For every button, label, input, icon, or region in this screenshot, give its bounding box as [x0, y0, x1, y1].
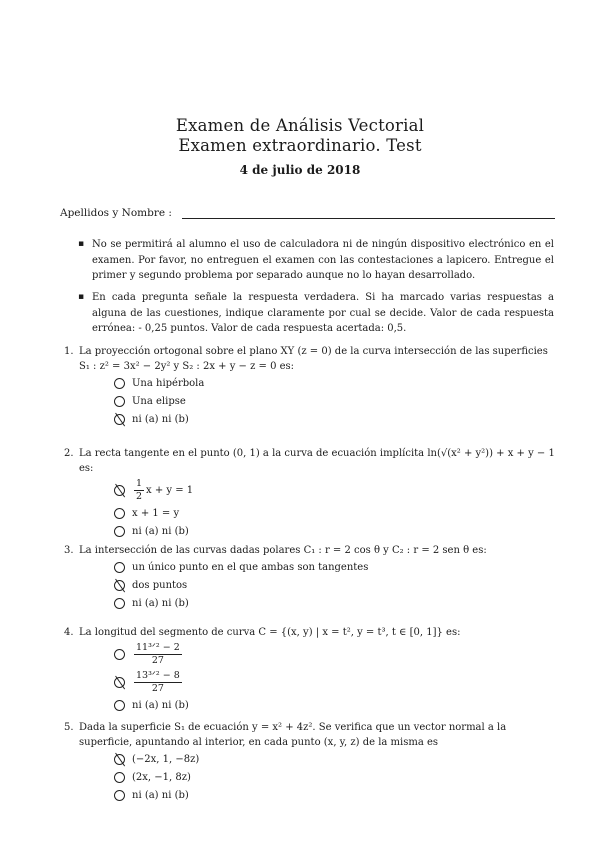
question-text: La longitud del segmento de curva C = {(x, y) | x = t², y = t³, t ∈ [0, 1]} es: — [79, 627, 461, 638]
option-label: ni (a) ni (b) — [132, 789, 189, 801]
option[interactable] — [114, 558, 368, 576]
question-text: La intersección de las curvas dadas polares C₁ : r = 2 cos θ y C₂ : r = 2 sen θ es: — [79, 545, 487, 556]
radio-button[interactable] — [114, 649, 125, 660]
option[interactable] — [114, 410, 204, 428]
question — [64, 344, 556, 425]
option[interactable] — [114, 750, 199, 768]
question-number: 1. — [64, 346, 74, 357]
radio-button-checked[interactable] — [114, 485, 125, 496]
option-label: un único punto en el que ambas son tangentes — [132, 561, 369, 573]
fraction — [134, 478, 144, 503]
option-list — [114, 750, 199, 804]
option-label: Una elipse — [132, 395, 186, 407]
radio-button-checked[interactable] — [114, 677, 125, 688]
question-text: La proyección ortogonal sobre el plano XY (z = 0) de la curva intersección de las superficies S₁ : z² = 3x² − 2y² y S₂ : 2x + y − z = 0 es: — [79, 346, 548, 372]
option-label: (−2x, 1, −8z) — [132, 753, 200, 765]
exam-date: 4 de julio de 2018 — [239, 163, 361, 177]
option[interactable] — [114, 786, 199, 804]
option[interactable] — [114, 696, 189, 714]
option-label: ni (a) ni (b) — [132, 525, 189, 537]
fraction-denominator: 27 — [151, 654, 164, 666]
name-label: Apellidos y Nombre : — [60, 207, 172, 219]
radio-button-checked[interactable] — [114, 580, 125, 591]
radio-button[interactable] — [114, 562, 125, 573]
radio-button-checked[interactable] — [114, 414, 125, 425]
radio-button[interactable] — [114, 378, 125, 389]
option-label: dos puntos — [132, 579, 188, 591]
fraction-denominator: 2 — [136, 490, 143, 502]
question-number: 5. — [64, 722, 74, 733]
option[interactable] — [114, 594, 368, 612]
option-label: ni (a) ni (b) — [132, 413, 189, 425]
option-label: Una hipérbola — [132, 377, 205, 389]
fraction-numerator: 11³ᐟ² − 2 — [136, 641, 180, 653]
name-field[interactable] — [182, 208, 555, 219]
fraction-numerator: 1 — [136, 477, 143, 489]
option-label: ni (a) ni (b) — [132, 597, 189, 609]
question-number: 4. — [64, 627, 74, 638]
question-number: 3. — [64, 545, 74, 556]
question-text: Dada la superficie S₁ de ecuación y = x² + 4z². Se verifica que un vector normal a la superficie, apuntando al interior, en cada punto (x, y, z) de la misma es — [79, 722, 507, 748]
radio-button[interactable] — [114, 396, 125, 407]
fraction-numerator: 13³ᐟ² − 8 — [136, 669, 180, 681]
option[interactable] — [114, 768, 199, 786]
option[interactable] — [114, 576, 368, 594]
instruction-note: ▪ No se permitirá al alumno el uso de calculadora ni de ningún dispositivo electrónico en el examen. Por favor, no entreguen el examen con las contestaciones a lapicero. Entregue el primer y segundo problema por separado aunque no lo hayan desarrollado. — [92, 237, 554, 284]
option-list — [114, 476, 193, 540]
option-label: x + 1 = y — [132, 507, 180, 519]
question — [64, 625, 556, 711]
option-label: x + y = 1 — [146, 484, 194, 496]
question — [64, 446, 556, 537]
radio-button[interactable] — [114, 508, 125, 519]
fraction — [134, 670, 182, 695]
radio-button[interactable] — [114, 790, 125, 801]
option-label: ni (a) ni (b) — [132, 699, 189, 711]
name-row — [60, 207, 555, 219]
question-number: 2. — [64, 448, 74, 459]
radio-button[interactable] — [114, 772, 125, 783]
option-list — [114, 374, 204, 428]
radio-button[interactable] — [114, 700, 125, 711]
option[interactable] — [114, 392, 204, 410]
exam-subtitle: Examen extraordinario. Test — [178, 136, 422, 155]
option[interactable] — [114, 504, 193, 522]
option-label: (2x, −1, 8z) — [132, 771, 191, 783]
question — [64, 543, 556, 609]
fraction — [134, 642, 182, 667]
option[interactable] — [114, 668, 189, 696]
option[interactable] — [114, 476, 193, 504]
option[interactable] — [114, 522, 193, 540]
radio-button-checked[interactable] — [114, 754, 125, 765]
option[interactable] — [114, 374, 204, 392]
question-text: La recta tangente en el punto (0, 1) a la curva de ecuación implícita ln(√(x² + y²)) + x + y − 1 es: — [79, 448, 555, 474]
question — [64, 720, 556, 801]
option-list — [114, 640, 189, 714]
fraction-denominator: 27 — [151, 682, 164, 694]
instruction-note: ▪ En cada pregunta señale la respuesta verdadera. Si ha marcado varias respuestas a alguna de las cuestiones, indique claramente por cual se decide. Valor de cada respuesta errónea: - 0,25 puntos. Valor de cada respuesta acertada: 0,5. — [92, 290, 554, 337]
option[interactable] — [114, 640, 189, 668]
option-list — [114, 558, 368, 612]
radio-button[interactable] — [114, 598, 125, 609]
exam-header — [0, 116, 600, 177]
radio-button[interactable] — [114, 526, 125, 537]
exam-title: Examen de Análisis Vectorial — [175, 116, 425, 135]
